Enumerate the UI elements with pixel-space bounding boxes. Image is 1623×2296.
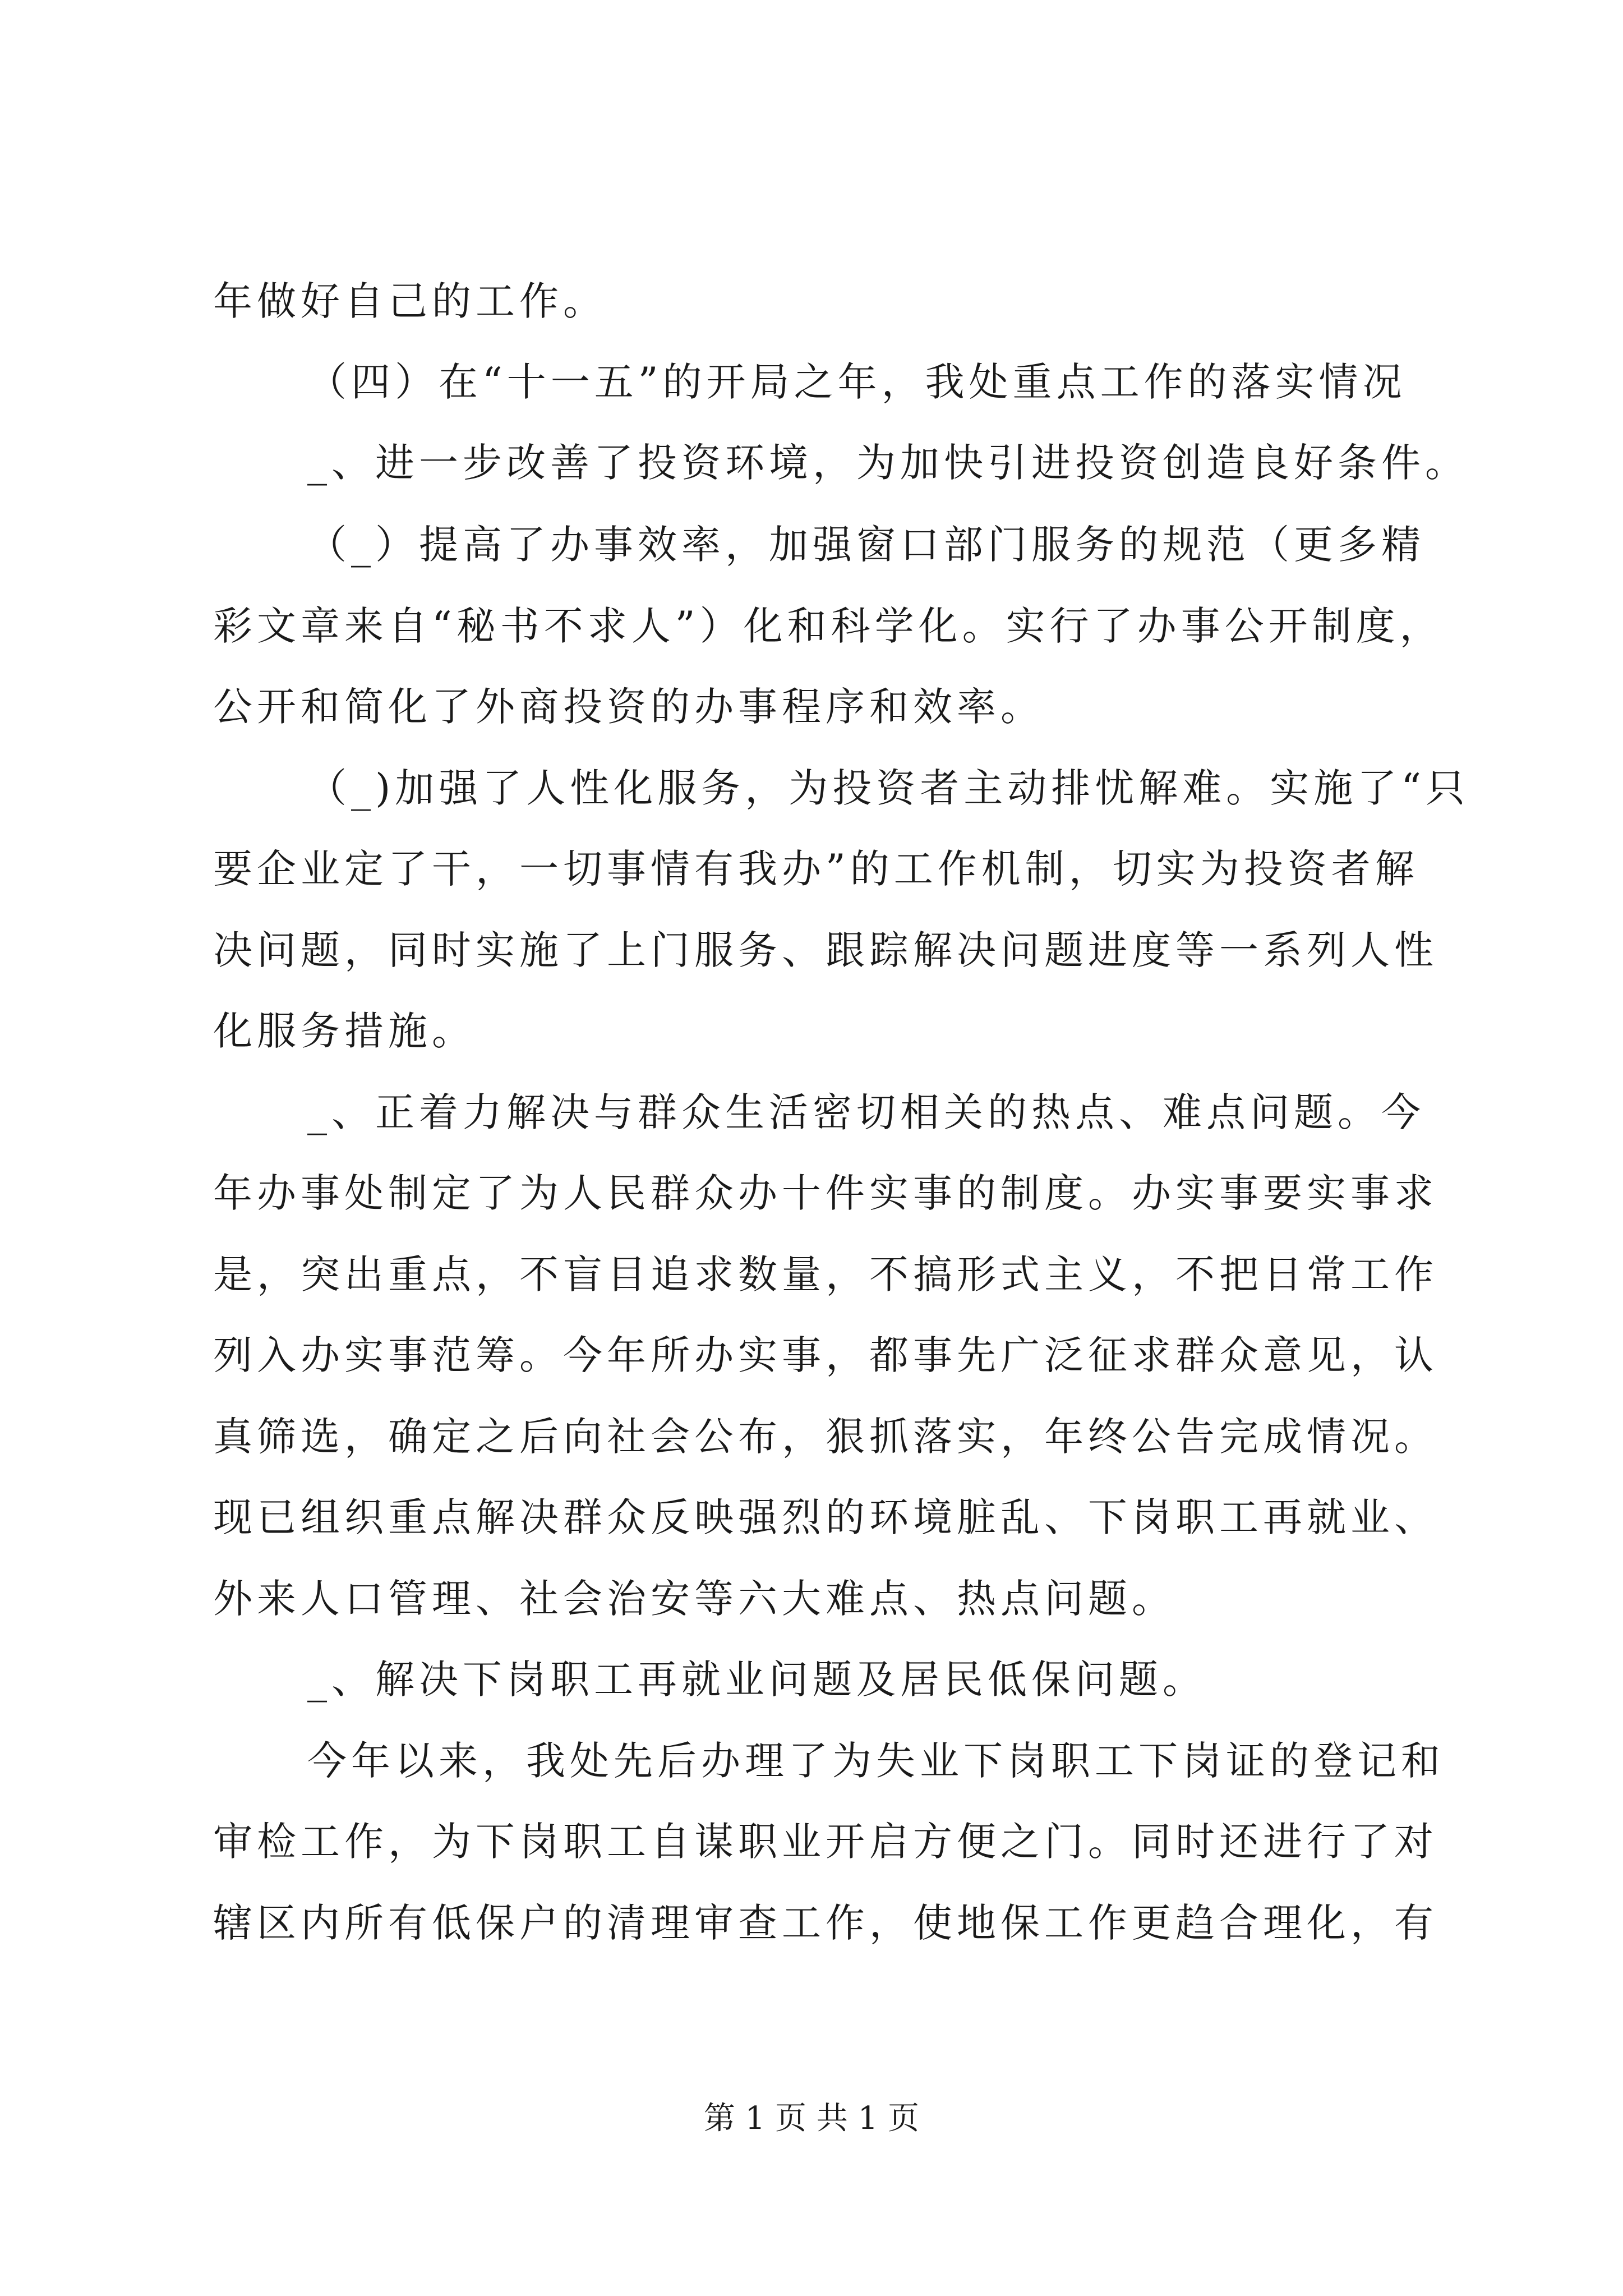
text-line: _、解决下岗职工再就业问题及居民低保问题。 — [307, 1657, 1206, 1703]
text-line: （_)加强了人性化服务，为投资者主动排忧解难。实施了“只 — [307, 765, 1470, 811]
text-line: 列入办实事范筹。今年所办实事，都事先广泛征求群众意见，认 — [213, 1332, 1438, 1378]
text-line: 外来人口管理、社会治安等六大难点、热点问题。 — [213, 1576, 1175, 1622]
section-heading: （四）在“十一五”的开局之年，我处重点工作的落实情况 — [307, 359, 1407, 405]
text-line: 化服务措施。 — [213, 1008, 476, 1054]
text-line: 年做好自己的工作。 — [213, 278, 607, 324]
text-line: 决问题，同时实施了上门服务、跟踪解决问题进度等一系列人性 — [213, 927, 1438, 973]
text-line: 今年以来，我处先后办理了为失业下岗职工下岗证的登记和 — [307, 1738, 1445, 1784]
text-line: 现已组织重点解决群众反映强烈的环境脏乱、下岗职工再就业、 — [213, 1494, 1438, 1540]
text-line: 公开和简化了外商投资的办事程序和效率。 — [213, 684, 1044, 730]
text-line: 是，突出重点，不盲目追求数量，不搞形式主义，不把日常工作 — [213, 1251, 1438, 1297]
text-line: 真筛选，确定之后向社会公布，狠抓落实，年终公告完成情况。 — [213, 1414, 1438, 1460]
text-line: _、进一步改善了投资环境，为加快引进投资创造良好条件。 — [307, 440, 1469, 486]
text-line: 年办事处制定了为人民群众办十件实事的制度。办实事要实事求 — [213, 1170, 1438, 1216]
text-line: 要企业定了干，一切事情有我办”的工作机制，切实为投资者解 — [213, 846, 1419, 892]
text-line: _、正着力解决与群众生活密切相关的热点、难点问题。今 — [307, 1089, 1425, 1135]
text-line: （_）提高了办事效率，加强窗口部门服务的规范（更多精 — [307, 522, 1425, 568]
text-line: 辖区内所有低保户的清理审查工作，使地保工作更趋合理化，有 — [213, 1900, 1438, 1946]
text-line: 审检工作，为下岗职工自谋职业开启方便之门。同时还进行了对 — [213, 1819, 1438, 1865]
text-line: 彩文章来自“秘书不求人”）化和科学化。实行了办事公开制度， — [213, 603, 1444, 649]
page-number-footer: 第 1 页 共 1 页 — [703, 2100, 920, 2137]
